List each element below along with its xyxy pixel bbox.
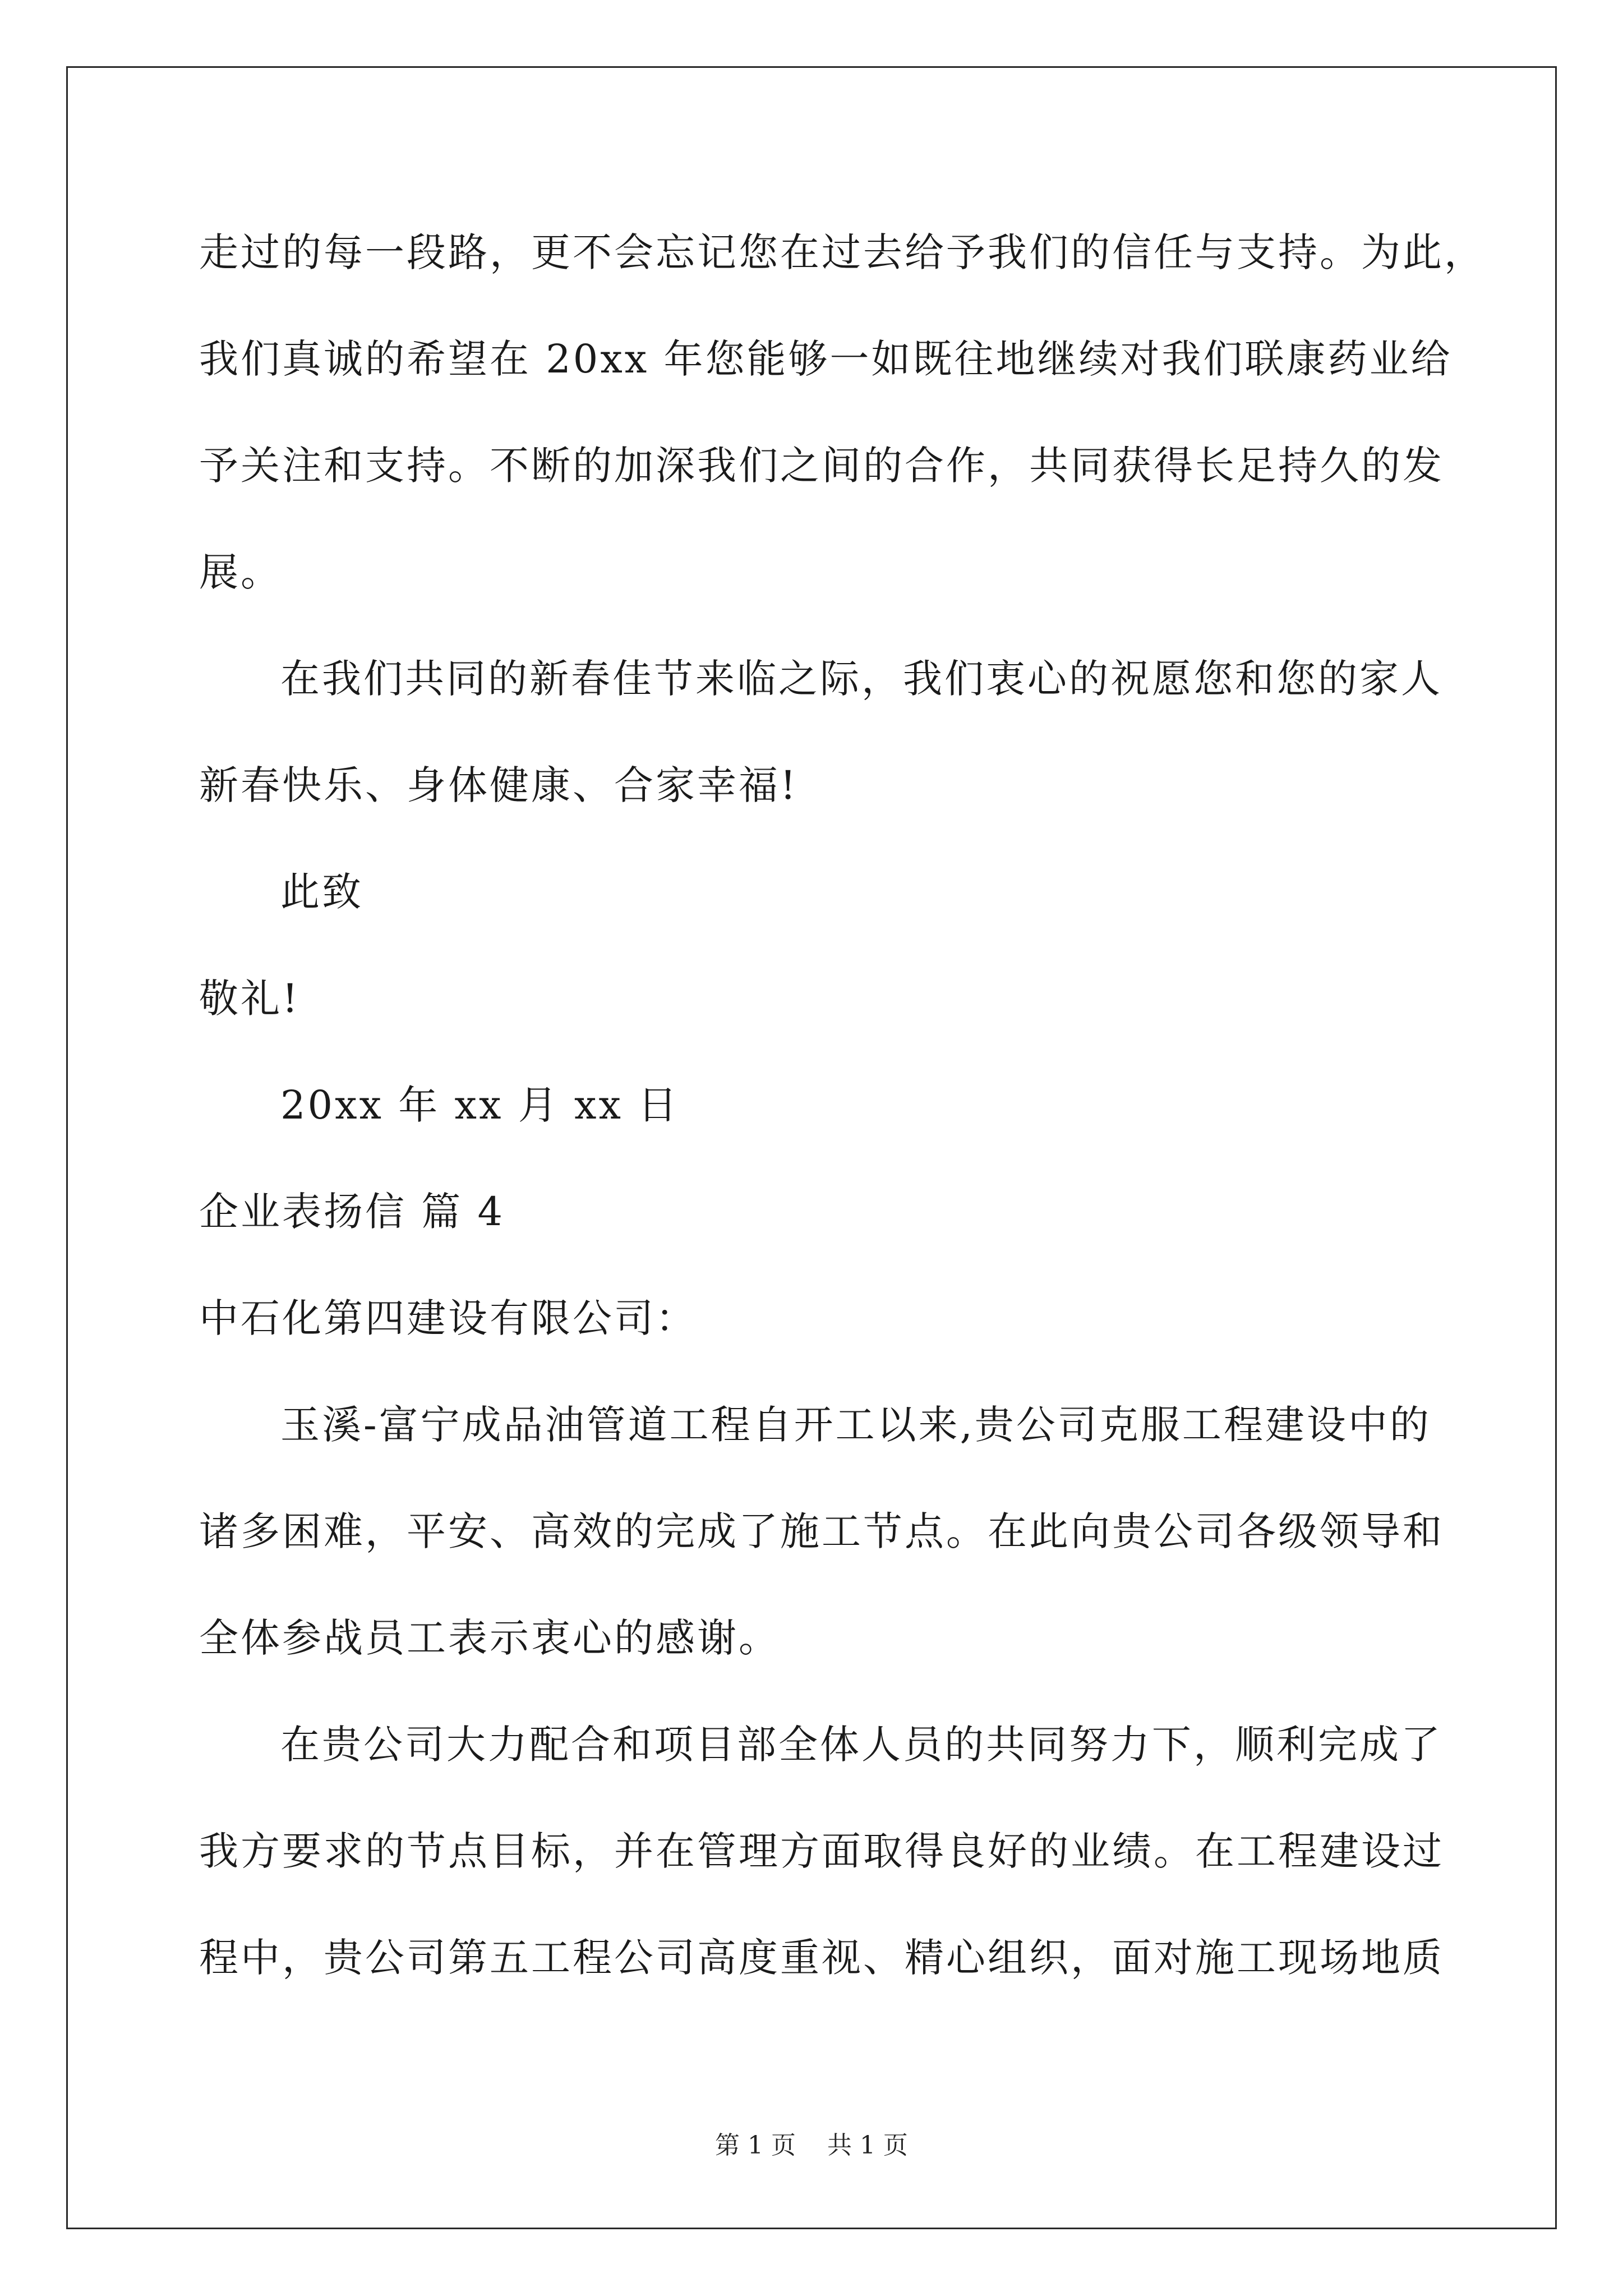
body-line: 新春快乐、身体健康、合家幸福! xyxy=(199,762,799,808)
body-line: 在我们共同的新春佳节来临之际，我们衷心的祝愿您和您的家人 xyxy=(280,656,1442,702)
body-line: 玉溪-富宁成品油管道工程自开工以来,贵公司克服工程建设中的 xyxy=(280,1402,1431,1448)
letter-date: 20xx 年 xx 月 xx 日 xyxy=(280,1082,680,1128)
body-line: 程中，贵公司第五工程公司高度重视、精心组织，面对施工现场地质 xyxy=(199,1935,1444,1981)
letter-recipient: 中石化第四建设有限公司： xyxy=(199,1295,697,1341)
page-number-footer: 第 1 页 共 1 页 xyxy=(715,2131,908,2160)
body-line: 展。 xyxy=(199,549,282,595)
body-line: 在贵公司大力配合和项目部全体人员的共同努力下，顺利完成了 xyxy=(280,1722,1442,1768)
body-line: 予关注和支持。不断的加深我们之间的合作，共同获得长足持久的发 xyxy=(199,443,1444,489)
page-frame xyxy=(66,66,1557,2229)
body-line: 全体参战员工表示衷心的感谢。 xyxy=(199,1615,780,1661)
body-line: 我们真诚的希望在 20xx 年您能够一如既往地继续对我们联康药业给 xyxy=(199,336,1453,382)
body-line: 走过的每一段路，更不会忘记您在过去给予我们的信任与支持。为此， xyxy=(199,229,1486,275)
closing-regards: 敬礼! xyxy=(199,976,301,1022)
section-heading: 企业表扬信 篇 4 xyxy=(199,1189,505,1235)
closing-salutation: 此致 xyxy=(280,869,363,915)
body-line: 诸多困难，平安、高效的完成了施工节点。在此向贵公司各级领导和 xyxy=(199,1508,1444,1554)
body-line: 我方要求的节点目标，并在管理方面取得良好的业绩。在工程建设过 xyxy=(199,1828,1444,1874)
